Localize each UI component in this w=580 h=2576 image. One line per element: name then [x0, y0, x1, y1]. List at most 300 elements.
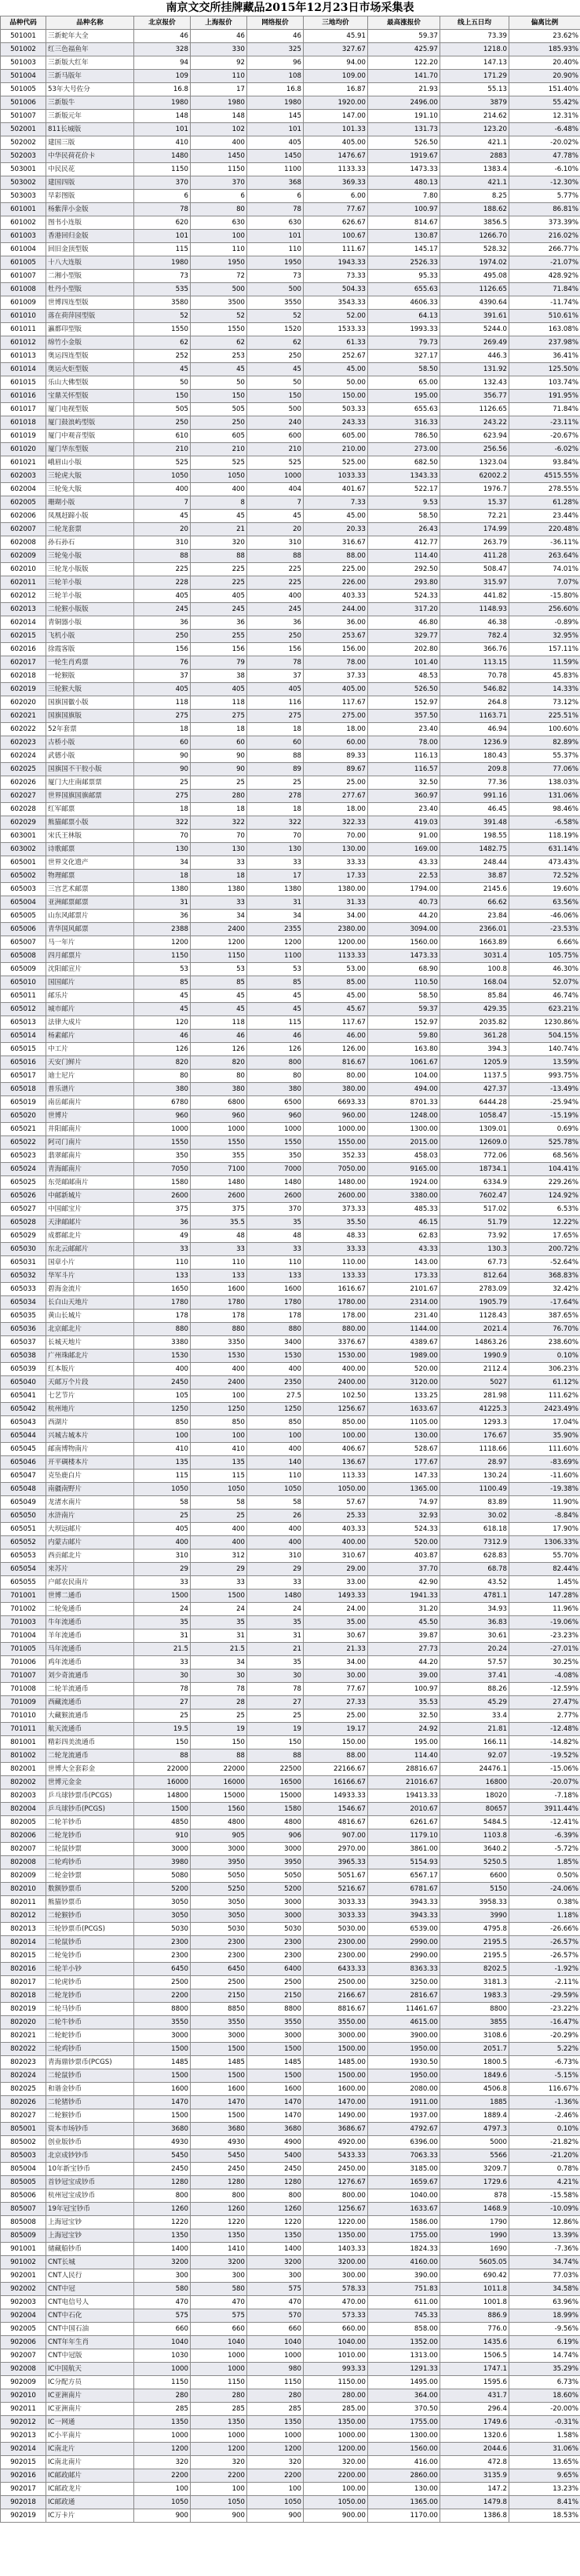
shanghai-price-cell: 500 [191, 283, 247, 296]
table-row [1, 670, 580, 683]
avg-price-cell: 53.00 [304, 963, 368, 976]
beijing-price-cell: 46 [134, 30, 191, 43]
max-price-cell: 3943.33 [368, 1896, 440, 1909]
five-day-avg-cell: 1849.6 [440, 2069, 509, 2083]
max-price-cell: 1755.00 [368, 2229, 440, 2243]
table-row [1, 1283, 580, 1296]
beijing-price-cell: 310 [134, 536, 191, 550]
shanghai-price-cell: 1980 [191, 96, 247, 110]
shanghai-price-cell: 110 [191, 1256, 247, 1270]
shanghai-price-cell: 400 [191, 1536, 247, 1550]
online-price-cell: 3000 [247, 2029, 304, 2043]
shanghai-price-cell: 2450 [191, 2163, 247, 2176]
code-cell: 605049 [1, 1496, 46, 1510]
shanghai-price-cell: 1500 [191, 2069, 247, 2083]
five-day-avg-cell: 429.35 [440, 1003, 509, 1016]
avg-price-cell: 2300.00 [304, 1936, 368, 1949]
avg-price-cell: 7050.00 [304, 1163, 368, 1176]
online-price-cell: 62 [247, 336, 304, 350]
avg-price-cell: 2600.00 [304, 1190, 368, 1203]
max-price-cell: 28816.67 [368, 1763, 440, 1776]
online-price-cell: 1470 [247, 2096, 304, 2109]
shanghai-price-cell: 22000 [191, 1763, 247, 1776]
name-cell: 邮南博物南片 [46, 1443, 134, 1456]
beijing-price-cell: 2300 [134, 1936, 191, 1949]
max-price-cell: 191.10 [368, 110, 440, 123]
name-cell: 青铜器小版 [46, 616, 134, 630]
deviation-cell: -1.36% [509, 2096, 580, 2109]
online-price-cell: 1470 [247, 2109, 304, 2123]
table-row [1, 1843, 580, 1856]
shanghai-price-cell: 375 [191, 1203, 247, 1216]
shanghai-price-cell: 70 [191, 830, 247, 843]
code-cell: 805008 [1, 2216, 46, 2229]
five-day-avg-cell: 168.04 [440, 976, 509, 990]
beijing-price-cell: 6780 [134, 1096, 191, 1110]
deviation-cell: 17.04% [509, 1416, 580, 1430]
shanghai-price-cell: 18 [191, 723, 247, 736]
table-row [1, 1550, 580, 1563]
five-day-avg-cell: 23.84 [440, 910, 509, 923]
avg-price-cell: 3200.00 [304, 2256, 368, 2269]
deviation-cell: 6.66% [509, 936, 580, 950]
shanghai-price-cell: 2400 [191, 1376, 247, 1390]
deviation-cell: -15.06% [509, 1763, 580, 1776]
online-price-cell: 2450 [247, 2163, 304, 2176]
max-price-cell: 8701.33 [368, 1096, 440, 1110]
beijing-price-cell: 252 [134, 350, 191, 363]
name-cell: 凤凰赶蹄小版 [46, 510, 134, 523]
name-cell: 天邮万个片段 [46, 1376, 134, 1390]
table-row [1, 1803, 580, 1816]
max-price-cell: 42.90 [368, 1576, 440, 1590]
five-day-avg-cell: 1749.6 [440, 2416, 509, 2429]
online-price-cell: 116 [247, 696, 304, 710]
beijing-price-cell: 25 [134, 1510, 191, 1523]
avg-price-cell: 45.00 [304, 510, 368, 523]
deviation-cell: -7.36% [509, 2243, 580, 2256]
shanghai-price-cell: 50 [191, 376, 247, 390]
shanghai-price-cell: 1050 [191, 1483, 247, 1496]
max-price-cell: 231.40 [368, 1310, 440, 1323]
table-row [1, 1523, 580, 1536]
five-day-avg-cell: 517.02 [440, 1203, 509, 1216]
beijing-price-cell: 280 [134, 2389, 191, 2403]
deviation-cell: 8.41% [509, 2496, 580, 2509]
five-day-avg-cell: 1905.79 [440, 1296, 509, 1310]
five-day-avg-cell: 80657 [440, 1803, 509, 1816]
five-day-avg-cell: 421.1 [440, 176, 509, 190]
code-cell: 902004 [1, 2309, 46, 2323]
shanghai-price-cell: 660 [191, 2323, 247, 2336]
name-cell: 户邮农民南片 [46, 1576, 134, 1590]
five-day-avg-cell: 248.44 [440, 856, 509, 870]
max-price-cell: 23.40 [368, 723, 440, 736]
beijing-price-cell: 90 [134, 763, 191, 776]
beijing-price-cell: 3680 [134, 2123, 191, 2136]
shanghai-price-cell: 525 [191, 456, 247, 470]
name-cell: 二轮龙钞币 [46, 1829, 134, 1843]
five-day-avg-cell: 131.92 [440, 363, 509, 376]
beijing-price-cell: 101 [134, 123, 191, 136]
online-price-cell: 35 [247, 1616, 304, 1630]
table-row [1, 656, 580, 670]
avg-price-cell: 285.00 [304, 2403, 368, 2416]
beijing-price-cell: 400 [134, 1536, 191, 1550]
code-cell: 805001 [1, 2123, 46, 2136]
five-day-avg-cell: 180.43 [440, 750, 509, 763]
name-cell: 杨素邮片 [46, 1030, 134, 1043]
avg-price-cell: 25.00 [304, 776, 368, 790]
shanghai-price-cell: 1200 [191, 2443, 247, 2456]
avg-price-cell: 1040.00 [304, 2336, 368, 2349]
name-cell: IC邮政龙片 [46, 2483, 134, 2496]
shanghai-price-cell: 100 [191, 1430, 247, 1443]
beijing-price-cell: 18 [134, 870, 191, 883]
five-day-avg-cell: 2021.4 [440, 1323, 509, 1336]
table-row [1, 696, 580, 710]
five-day-avg-cell: 16800 [440, 1776, 509, 1789]
beijing-price-cell: 8800 [134, 2003, 191, 2016]
max-price-cell: 65.00 [368, 376, 440, 390]
avg-price-cell: 88.00 [304, 550, 368, 563]
five-day-avg-cell: 6444.28 [440, 1096, 509, 1110]
deviation-cell: 0.50% [509, 1869, 580, 1883]
avg-price-cell: 380.00 [304, 1083, 368, 1096]
deviation-cell: 306.23% [509, 1363, 580, 1376]
deviation-cell: 14.33% [509, 683, 580, 696]
beijing-price-cell: 1485 [134, 2056, 191, 2069]
avg-price-cell: 400.00 [304, 1536, 368, 1550]
name-cell: IC亚洲南片 [46, 2389, 134, 2403]
shanghai-price-cell: 1550 [191, 323, 247, 336]
name-cell: 二轮鸡钞币 [46, 2043, 134, 2056]
table-row [1, 163, 580, 176]
beijing-price-cell: 58 [134, 1496, 191, 1510]
five-day-avg-cell: 5000 [440, 2136, 509, 2149]
beijing-price-cell: 2450 [134, 2163, 191, 2176]
beijing-price-cell: 33 [134, 1243, 191, 1256]
code-cell: 802020 [1, 2016, 46, 2029]
five-day-avg-cell: 5150 [440, 1883, 509, 1896]
header-row [1, 16, 580, 30]
name-cell: 沈阳邮宣片 [46, 963, 134, 976]
name-cell: 10年新宝钞币 [46, 2163, 134, 2176]
table-row [1, 976, 580, 990]
table-row [1, 1230, 580, 1243]
shanghai-price-cell: 118 [191, 696, 247, 710]
table-row [1, 870, 580, 883]
max-price-cell: 58.50 [368, 363, 440, 376]
avg-price-cell: 136.67 [304, 1456, 368, 1470]
shanghai-price-cell: 33 [191, 856, 247, 870]
code-cell: 605048 [1, 1483, 46, 1496]
five-day-avg-cell: 83.89 [440, 1496, 509, 1510]
max-price-cell: 3120.00 [368, 1376, 440, 1390]
beijing-price-cell: 328 [134, 43, 191, 56]
table-row [1, 2149, 580, 2163]
beijing-price-cell: 1350 [134, 2229, 191, 2243]
code-cell: 601020 [1, 443, 46, 456]
beijing-price-cell: 109 [134, 70, 191, 83]
beijing-price-cell: 2200 [134, 1989, 191, 2003]
beijing-price-cell: 1500 [134, 1590, 191, 1603]
max-price-cell: 1040.00 [368, 2189, 440, 2203]
five-day-avg-cell: 15.37 [440, 496, 509, 510]
beijing-price-cell: 620 [134, 216, 191, 230]
deviation-cell: 86.81% [509, 203, 580, 216]
avg-price-cell: 406.67 [304, 1443, 368, 1456]
beijing-price-cell: 1050 [134, 470, 191, 483]
five-day-avg-cell: 7312.9 [440, 1536, 509, 1550]
online-price-cell: 150 [247, 1736, 304, 1749]
avg-price-cell: 3000.00 [304, 2029, 368, 2043]
max-price-cell: 169.00 [368, 843, 440, 856]
name-cell: 阿司门南片 [46, 1136, 134, 1150]
five-day-avg-cell: 315.97 [440, 576, 509, 590]
deviation-cell: -21.20% [509, 2149, 580, 2163]
avg-price-cell: 3550.00 [304, 2016, 368, 2029]
deviation-cell: -24.06% [509, 1883, 580, 1896]
avg-price-cell: 3965.33 [304, 1856, 368, 1869]
avg-price-cell: 1500.00 [304, 2069, 368, 2083]
shanghai-price-cell: 905 [191, 1829, 247, 1843]
shanghai-price-cell: 1450 [191, 150, 247, 163]
online-price-cell: 3550 [247, 296, 304, 310]
table-row [1, 2056, 580, 2069]
max-price-cell: 62.83 [368, 1230, 440, 1243]
shanghai-price-cell: 72 [191, 270, 247, 283]
max-price-cell: 39.87 [368, 1630, 440, 1643]
avg-price-cell: 2380.00 [304, 923, 368, 936]
avg-price-cell: 3033.33 [304, 1909, 368, 1923]
deviation-cell: 13.23% [509, 2483, 580, 2496]
avg-price-cell: 1200.00 [304, 936, 368, 950]
shanghai-price-cell: 46 [191, 1030, 247, 1043]
online-price-cell: 310 [247, 536, 304, 550]
online-price-cell: 1500 [247, 2069, 304, 2083]
deviation-cell: 504.15% [509, 1030, 580, 1043]
code-cell: 605039 [1, 1363, 46, 1376]
name-cell: 世博二通币 [46, 1590, 134, 1603]
avg-price-cell: 18.00 [304, 723, 368, 736]
avg-price-cell: 100.00 [304, 1430, 368, 1443]
deviation-cell: 13.59% [509, 1056, 580, 1070]
online-price-cell: 3550 [247, 2016, 304, 2029]
avg-price-cell: 35.50 [304, 1216, 368, 1230]
beijing-price-cell: 25 [134, 776, 191, 790]
code-cell: 605003 [1, 883, 46, 896]
avg-price-cell: 89.33 [304, 750, 368, 763]
max-price-cell: 11461.67 [368, 2003, 440, 2016]
deviation-cell: 368.83% [509, 1270, 580, 1283]
five-day-avg-cell: 2044.6 [440, 2443, 509, 2456]
max-price-cell: 1937.00 [368, 2109, 440, 2123]
name-cell: 牡丹小型版 [46, 283, 134, 296]
beijing-price-cell: 88 [134, 550, 191, 563]
max-price-cell: 2860.00 [368, 2469, 440, 2483]
table-row [1, 883, 580, 896]
five-day-avg-cell: 171.29 [440, 70, 509, 83]
deviation-cell: -6.02% [509, 443, 580, 456]
code-cell: 601005 [1, 256, 46, 270]
table-row [1, 1016, 580, 1030]
table-row [1, 1256, 580, 1270]
five-day-avg-cell: 1595.6 [440, 2376, 509, 2389]
deviation-cell: -10.09% [509, 2203, 580, 2216]
beijing-price-cell: 5080 [134, 1869, 191, 1883]
online-price-cell: 27 [247, 1696, 304, 1709]
online-price-cell: 1000 [247, 470, 304, 483]
beijing-price-cell: 1150 [134, 163, 191, 176]
five-day-avg-cell: 1126.65 [440, 283, 509, 296]
max-price-cell: 522.17 [368, 483, 440, 496]
max-price-cell: 1365.00 [368, 2496, 440, 2509]
five-day-avg-cell: 2035.82 [440, 1016, 509, 1030]
beijing-price-cell: 148 [134, 110, 191, 123]
table-row [1, 2029, 580, 2043]
shanghai-price-cell: 3000 [191, 2029, 247, 2043]
name-cell: CNT中冠 [46, 2283, 134, 2296]
max-price-cell: 43.33 [368, 1243, 440, 1256]
code-cell: 605032 [1, 1270, 46, 1283]
max-price-cell: 485.33 [368, 1203, 440, 1216]
beijing-price-cell: 310 [134, 1550, 191, 1563]
five-day-avg-cell: 618.18 [440, 1523, 509, 1536]
name-cell: 熊猫钞票币 [46, 1896, 134, 1909]
beijing-price-cell: 50 [134, 376, 191, 390]
deviation-cell: -11.74% [509, 296, 580, 310]
shanghai-price-cell: 1000 [191, 1123, 247, 1136]
shanghai-price-cell: 3000 [191, 1843, 247, 1856]
avg-price-cell: 48.33 [304, 1230, 368, 1243]
five-day-avg-cell: 45.29 [440, 1696, 509, 1709]
five-day-avg-cell: 72.21 [440, 510, 509, 523]
avg-price-cell: 1050.00 [304, 1483, 368, 1496]
code-cell: 605047 [1, 1470, 46, 1483]
online-price-cell: 6500 [247, 1096, 304, 1110]
name-cell: 七艺节片 [46, 1390, 134, 1403]
name-cell: 徐霞客版 [46, 643, 134, 656]
avg-price-cell: 1600.00 [304, 2083, 368, 2096]
table-row [1, 56, 580, 70]
shanghai-price-cell: 1280 [191, 2176, 247, 2189]
code-cell: 501003 [1, 56, 46, 70]
shanghai-price-cell: 90 [191, 750, 247, 763]
online-price-cell: 1950 [247, 256, 304, 270]
five-day-avg-cell: 85.84 [440, 990, 509, 1003]
shanghai-price-cell: 102 [191, 123, 247, 136]
deviation-cell: 72.52% [509, 870, 580, 883]
deviation-cell: 82.89% [509, 736, 580, 750]
code-cell: 605010 [1, 976, 46, 990]
name-cell: 精彩四美流通币 [46, 1736, 134, 1749]
five-day-avg-cell: 2883 [440, 150, 509, 163]
table-row [1, 1003, 580, 1016]
shanghai-price-cell: 18 [191, 803, 247, 816]
name-cell: IC中国航天 [46, 2363, 134, 2376]
online-price-cell: 1260 [247, 2203, 304, 2216]
code-cell: 605050 [1, 1510, 46, 1523]
deviation-cell: 0.78% [509, 2163, 580, 2176]
online-price-cell: 2355 [247, 923, 304, 936]
online-price-cell: 1150 [247, 2376, 304, 2389]
avg-price-cell: 1533.33 [304, 323, 368, 336]
online-price-cell: 3400 [247, 1336, 304, 1350]
table-row [1, 2016, 580, 2029]
name-cell: 二轮鼠钞币 [46, 2069, 134, 2083]
table-row [1, 176, 580, 190]
five-day-avg-cell: 3181.3 [440, 1976, 509, 1989]
online-price-cell: 278 [247, 790, 304, 803]
avg-price-cell: 5433.33 [304, 2149, 368, 2163]
beijing-price-cell: 18 [134, 723, 191, 736]
five-day-avg-cell: 421.1 [440, 136, 509, 150]
avg-price-cell: 130.00 [304, 843, 368, 856]
max-price-cell: 23.40 [368, 803, 440, 816]
shanghai-price-cell: 1550 [191, 1136, 247, 1150]
deviation-cell: 34.58% [509, 2283, 580, 2296]
shanghai-price-cell: 2300 [191, 1936, 247, 1949]
avg-price-cell: 277.67 [304, 790, 368, 803]
table-row [1, 336, 580, 350]
shanghai-price-cell: 1500 [191, 2109, 247, 2123]
avg-price-cell: 22166.67 [304, 1763, 368, 1776]
table-row [1, 403, 580, 416]
five-day-avg-cell: 1468.9 [440, 2203, 509, 2216]
deviation-cell: 55.37% [509, 750, 580, 763]
max-price-cell: 3943.33 [368, 1909, 440, 1923]
code-cell: 605013 [1, 1016, 46, 1030]
beijing-price-cell: 1580 [134, 1176, 191, 1190]
table-row [1, 2216, 580, 2229]
shanghai-price-cell: 45 [191, 1003, 247, 1016]
max-price-cell: 131.73 [368, 123, 440, 136]
deviation-cell: 32.42% [509, 1283, 580, 1296]
code-cell: 802001 [1, 1763, 46, 1776]
shanghai-price-cell: 312 [191, 1550, 247, 1563]
avg-price-cell: 626.67 [304, 216, 368, 230]
table-row [1, 1776, 580, 1789]
online-price-cell: 18 [247, 803, 304, 816]
avg-price-cell: 30.67 [304, 1630, 368, 1643]
code-cell: 802017 [1, 1976, 46, 1989]
beijing-price-cell: 1260 [134, 2203, 191, 2216]
five-day-avg-cell: 2145.6 [440, 883, 509, 896]
shanghai-price-cell: 135 [191, 1456, 247, 1470]
deviation-cell: 163.08% [509, 323, 580, 336]
online-price-cell: 275 [247, 710, 304, 723]
name-cell: 南岳邮南片 [46, 1096, 134, 1110]
avg-price-cell: 8816.67 [304, 2003, 368, 2016]
five-day-avg-cell: 2112.4 [440, 1363, 509, 1376]
code-cell: 501005 [1, 83, 46, 96]
max-price-cell: 1755.00 [368, 2416, 440, 2429]
online-price-cell: 1600 [247, 1283, 304, 1296]
name-cell: 青华国风邮票 [46, 923, 134, 936]
five-day-avg-cell: 174.99 [440, 523, 509, 536]
max-price-cell: 9.53 [368, 496, 440, 510]
shanghai-price-cell: 505 [191, 403, 247, 416]
code-cell: 605021 [1, 1123, 46, 1136]
code-cell: 602025 [1, 763, 46, 776]
five-day-avg-cell: 5244.0 [440, 323, 509, 336]
deviation-cell: 6.73% [509, 2376, 580, 2389]
name-cell: 二轮猴小版版 [46, 603, 134, 616]
beijing-price-cell: 33 [134, 1656, 191, 1669]
code-cell: 701004 [1, 1630, 46, 1643]
online-price-cell: 22500 [247, 1763, 304, 1776]
